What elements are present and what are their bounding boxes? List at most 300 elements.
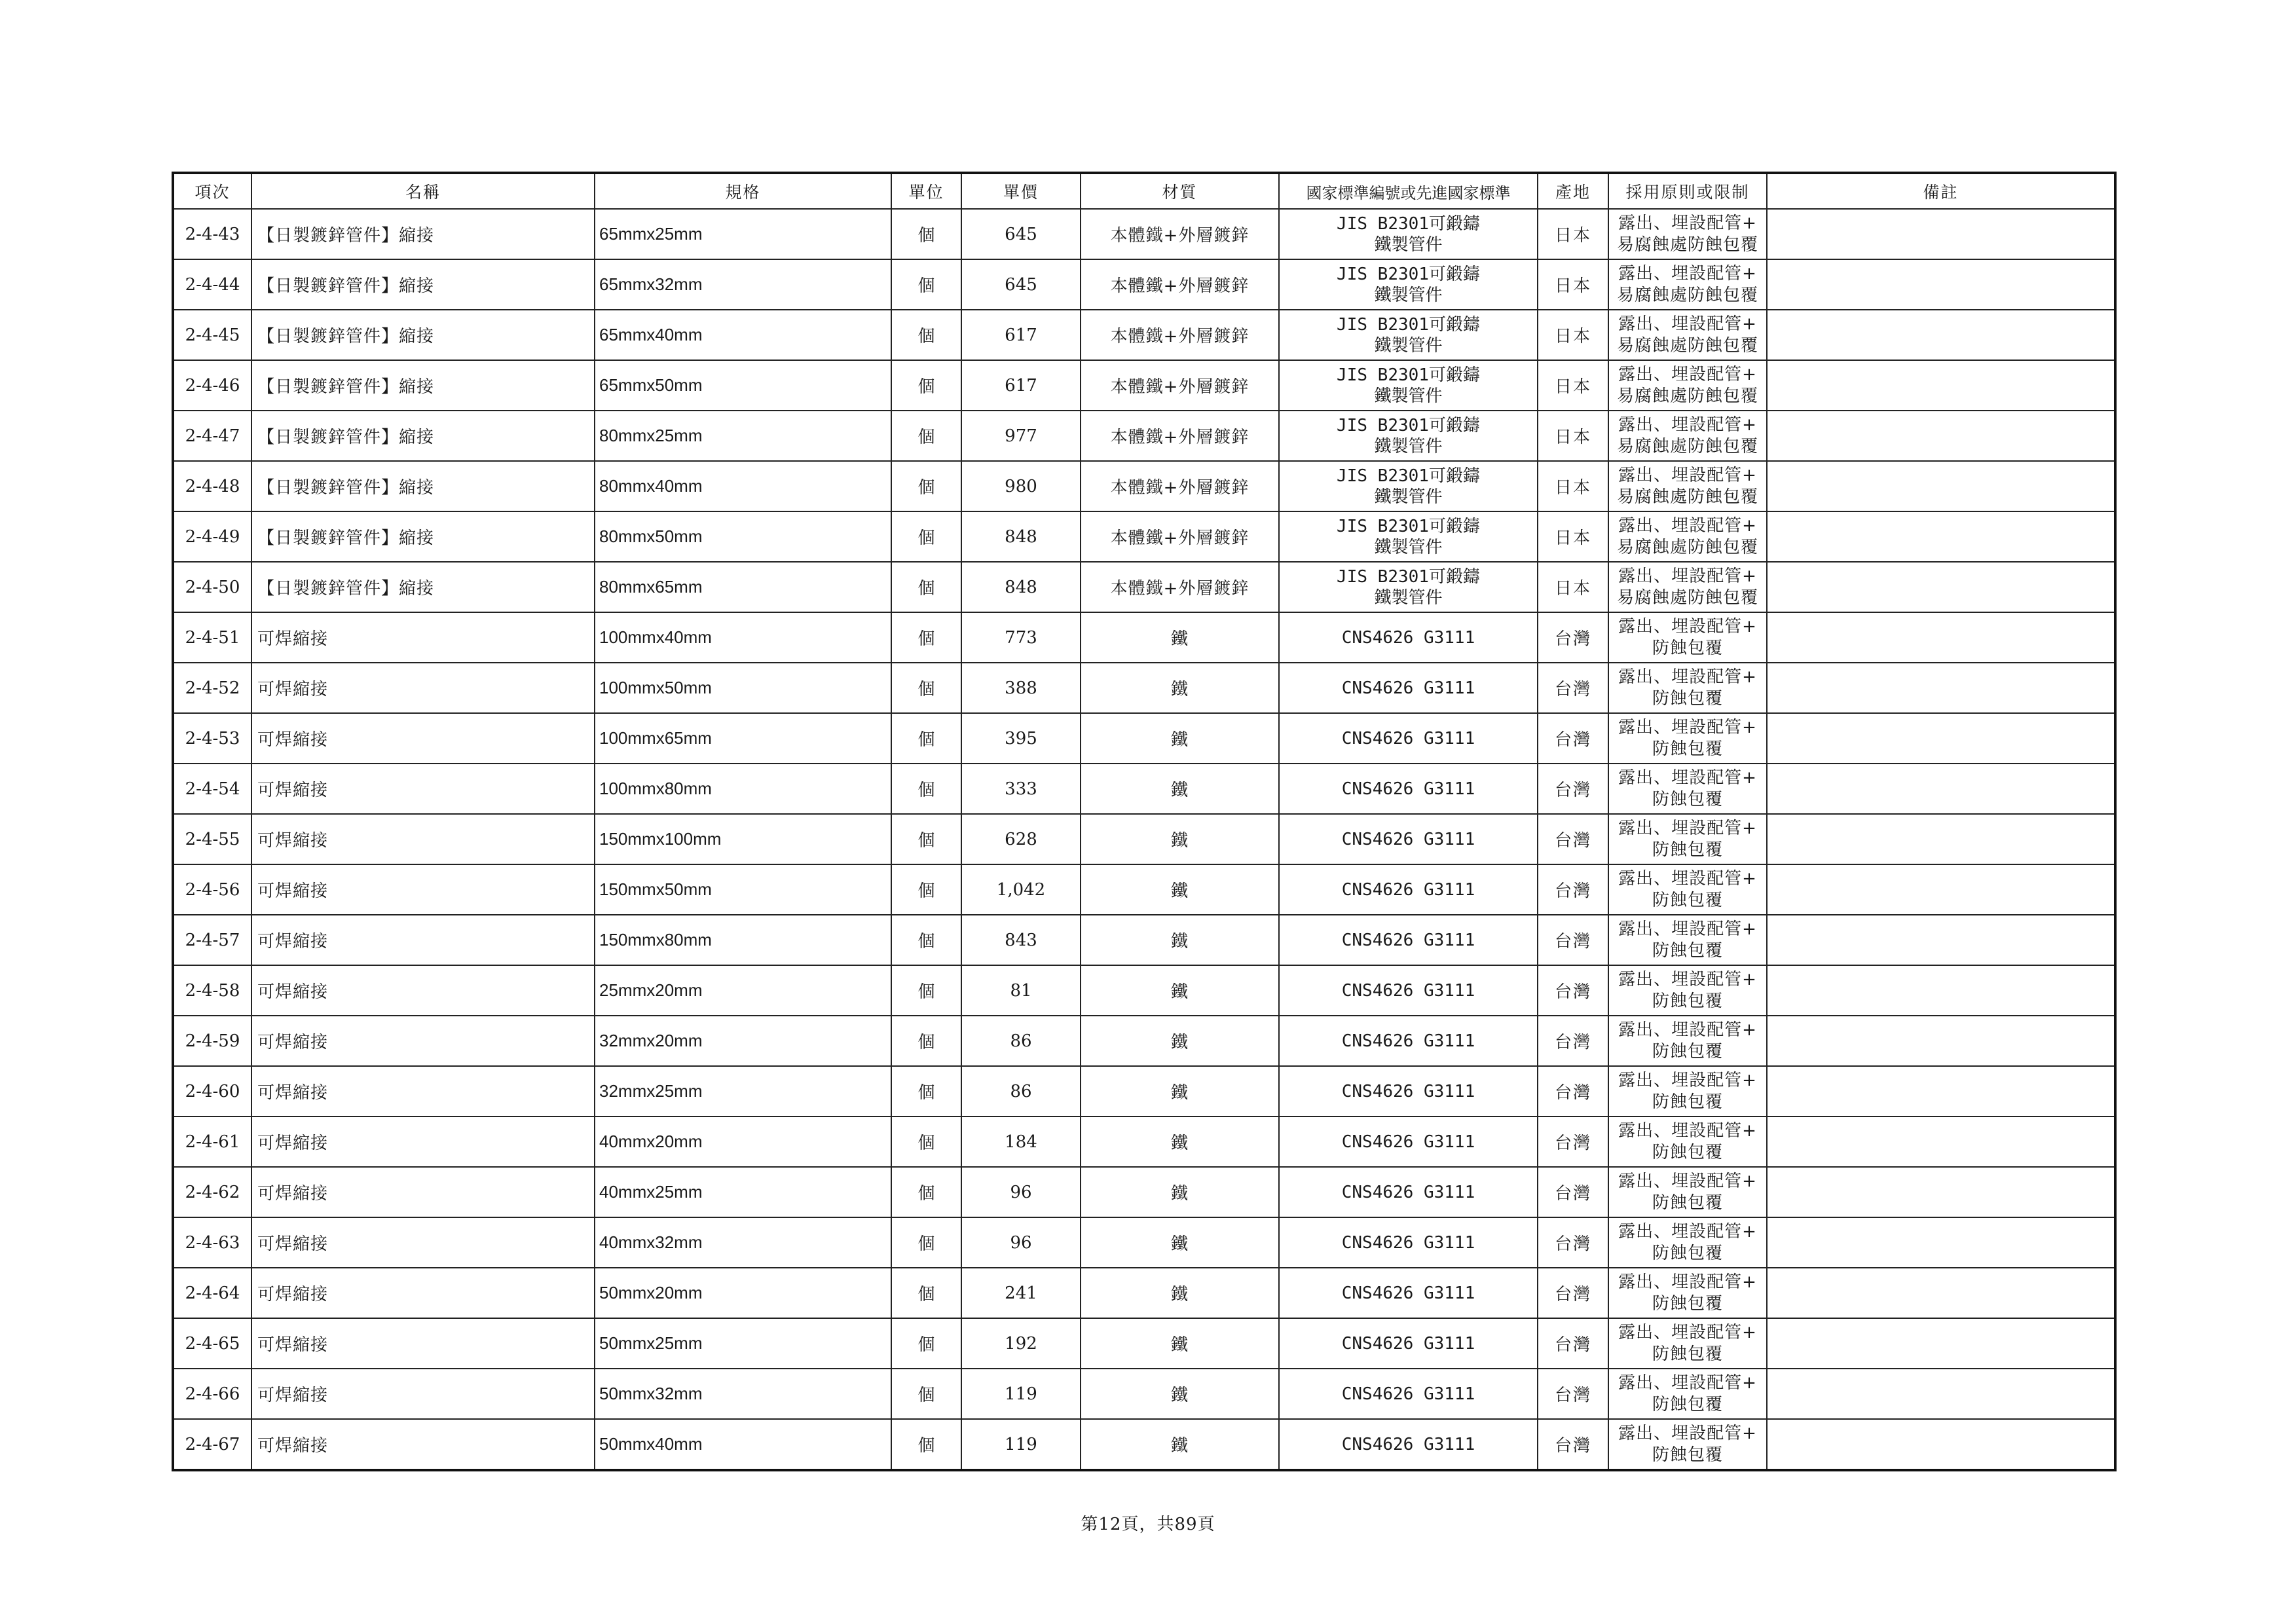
cell-standard-line-1: CNS4626 G3111 xyxy=(1341,1333,1475,1354)
cell-standard xyxy=(1279,864,1538,915)
cell-price: 96 xyxy=(961,1167,1081,1217)
cell-material: 鐵 xyxy=(1081,1167,1279,1217)
cell-material: 鐵 xyxy=(1081,1419,1279,1470)
cell-standard-line-1: CNS4626 G3111 xyxy=(1341,930,1475,950)
cell-standard-line-1: CNS4626 G3111 xyxy=(1341,1182,1475,1202)
cell-rule-line-2: 防蝕包覆 xyxy=(1652,1142,1723,1162)
cell-spec: 65mmx25mm xyxy=(595,209,891,259)
cell-item-no: 2-4-52 xyxy=(173,663,251,713)
cell-price: 192 xyxy=(961,1318,1081,1369)
cell-spec: 80mmx50mm xyxy=(595,511,891,562)
cell-material: 鐵 xyxy=(1081,764,1279,814)
table-row xyxy=(173,411,2115,461)
cell-standard xyxy=(1279,612,1538,663)
cell-rule-line-2: 防蝕包覆 xyxy=(1652,1344,1723,1364)
cell-rule xyxy=(1608,360,1767,411)
cell-standard xyxy=(1279,310,1538,360)
cell-name: 可焊縮接 xyxy=(251,1167,595,1217)
cell-unit: 個 xyxy=(891,310,961,360)
cell-name: 可焊縮接 xyxy=(251,864,595,915)
cell-standard xyxy=(1279,1318,1538,1369)
cell-item-no: 2-4-48 xyxy=(173,461,251,511)
cell-material: 本體鐵+外層鍍鋅 xyxy=(1081,209,1279,259)
cell-name: 可焊縮接 xyxy=(251,915,595,965)
cell-rule-line-1: 露出、埋設配管+ xyxy=(1618,465,1757,485)
cell-note xyxy=(1767,461,2115,511)
cell-rule-line-1: 露出、埋設配管+ xyxy=(1618,717,1757,737)
cell-rule xyxy=(1608,461,1767,511)
cell-price: 96 xyxy=(961,1217,1081,1268)
table-row xyxy=(173,1066,2115,1116)
cell-price: 184 xyxy=(961,1116,1081,1167)
cell-standard xyxy=(1279,259,1538,310)
cell-material: 鐵 xyxy=(1081,965,1279,1016)
table-row xyxy=(173,1217,2115,1268)
table-row xyxy=(173,1419,2115,1470)
cell-unit: 個 xyxy=(891,511,961,562)
cell-rule-line-2: 易腐蝕處防蝕包覆 xyxy=(1616,285,1758,305)
cell-rule xyxy=(1608,1066,1767,1116)
cell-name: 可焊縮接 xyxy=(251,1217,595,1268)
cell-note xyxy=(1767,713,2115,764)
table-row xyxy=(173,915,2115,965)
cell-unit: 個 xyxy=(891,915,961,965)
cell-unit: 個 xyxy=(891,1116,961,1167)
cell-unit: 個 xyxy=(891,259,961,310)
cell-note xyxy=(1767,310,2115,360)
cell-spec: 50mmx32mm xyxy=(595,1369,891,1419)
cell-standard-line-2: 鐵製管件 xyxy=(1374,537,1443,557)
cell-origin: 台灣 xyxy=(1538,713,1608,764)
cell-note xyxy=(1767,360,2115,411)
cell-note xyxy=(1767,814,2115,864)
cell-origin: 台灣 xyxy=(1538,1268,1608,1318)
cell-standard-line-1: JIS B2301可鍛鑄 xyxy=(1337,566,1480,587)
cell-origin: 台灣 xyxy=(1538,1066,1608,1116)
cell-name: 【日製鍍鋅管件】縮接 xyxy=(251,511,595,562)
cell-standard-line-1: CNS4626 G3111 xyxy=(1341,678,1475,698)
cell-rule xyxy=(1608,562,1767,612)
cell-name: 可焊縮接 xyxy=(251,814,595,864)
cell-spec: 32mmx25mm xyxy=(595,1066,891,1116)
table-row xyxy=(173,562,2115,612)
price-table xyxy=(172,172,2117,1471)
cell-unit: 個 xyxy=(891,814,961,864)
cell-material: 鐵 xyxy=(1081,1217,1279,1268)
cell-rule-line-1: 露出、埋設配管+ xyxy=(1618,1171,1757,1191)
cell-note xyxy=(1767,965,2115,1016)
cell-name: 【日製鍍鋅管件】縮接 xyxy=(251,310,595,360)
cell-spec: 32mmx20mm xyxy=(595,1016,891,1066)
cell-name: 可焊縮接 xyxy=(251,1066,595,1116)
cell-unit: 個 xyxy=(891,965,961,1016)
cell-spec: 50mmx20mm xyxy=(595,1268,891,1318)
cell-item-no: 2-4-56 xyxy=(173,864,251,915)
cell-rule-line-2: 防蝕包覆 xyxy=(1652,1243,1723,1263)
cell-item-no: 2-4-46 xyxy=(173,360,251,411)
cell-unit: 個 xyxy=(891,360,961,411)
cell-note xyxy=(1767,511,2115,562)
cell-standard-line-1: JIS B2301可鍛鑄 xyxy=(1337,213,1480,234)
cell-note xyxy=(1767,1167,2115,1217)
cell-rule-line-2: 防蝕包覆 xyxy=(1652,688,1723,709)
cell-standard xyxy=(1279,1167,1538,1217)
cell-rule xyxy=(1608,511,1767,562)
cell-price: 980 xyxy=(961,461,1081,511)
cell-item-no: 2-4-47 xyxy=(173,411,251,461)
cell-origin: 台灣 xyxy=(1538,965,1608,1016)
cell-spec: 25mmx20mm xyxy=(595,965,891,1016)
cell-standard-line-1: CNS4626 G3111 xyxy=(1341,1434,1475,1454)
cell-standard-line-2: 鐵製管件 xyxy=(1374,285,1443,305)
table-row xyxy=(173,1369,2115,1419)
cell-spec: 150mmx100mm xyxy=(595,814,891,864)
cell-rule xyxy=(1608,209,1767,259)
cell-name: 可焊縮接 xyxy=(251,713,595,764)
cell-rule xyxy=(1608,1419,1767,1470)
table-row xyxy=(173,965,2115,1016)
cell-spec: 80mmx25mm xyxy=(595,411,891,461)
cell-origin: 日本 xyxy=(1538,360,1608,411)
cell-origin: 台灣 xyxy=(1538,1217,1608,1268)
cell-rule-line-2: 防蝕包覆 xyxy=(1652,1445,1723,1465)
cell-rule-line-2: 防蝕包覆 xyxy=(1652,1293,1723,1314)
cell-rule-line-1: 露出、埋設配管+ xyxy=(1618,566,1757,586)
cell-unit: 個 xyxy=(891,1167,961,1217)
cell-spec: 150mmx80mm xyxy=(595,915,891,965)
cell-rule-line-2: 防蝕包覆 xyxy=(1652,1192,1723,1213)
cell-item-no: 2-4-44 xyxy=(173,259,251,310)
cell-material: 鐵 xyxy=(1081,1268,1279,1318)
cell-rule-line-1: 露出、埋設配管+ xyxy=(1618,515,1757,536)
cell-note xyxy=(1767,1369,2115,1419)
cell-origin: 日本 xyxy=(1538,511,1608,562)
cell-item-no: 2-4-55 xyxy=(173,814,251,864)
cell-material: 鐵 xyxy=(1081,864,1279,915)
cell-price: 81 xyxy=(961,965,1081,1016)
header-name: 名稱 xyxy=(251,173,595,209)
cell-material: 鐵 xyxy=(1081,713,1279,764)
cell-rule-line-2: 易腐蝕處防蝕包覆 xyxy=(1616,587,1758,608)
cell-standard xyxy=(1279,511,1538,562)
cell-rule-line-1: 露出、埋設配管+ xyxy=(1618,616,1757,637)
cell-rule xyxy=(1608,1016,1767,1066)
cell-item-no: 2-4-67 xyxy=(173,1419,251,1470)
cell-rule-line-2: 防蝕包覆 xyxy=(1652,739,1723,759)
cell-rule-line-2: 防蝕包覆 xyxy=(1652,789,1723,809)
cell-standard-line-1: CNS4626 G3111 xyxy=(1341,1081,1475,1101)
cell-material: 鐵 xyxy=(1081,1369,1279,1419)
cell-rule-line-1: 露出、埋設配管+ xyxy=(1618,919,1757,939)
cell-note xyxy=(1767,259,2115,310)
cell-rule-line-2: 防蝕包覆 xyxy=(1652,1394,1723,1414)
cell-spec: 80mmx65mm xyxy=(595,562,891,612)
cell-standard-line-1: JIS B2301可鍛鑄 xyxy=(1337,466,1480,486)
cell-rule-line-2: 易腐蝕處防蝕包覆 xyxy=(1616,335,1758,356)
cell-origin: 台灣 xyxy=(1538,1419,1608,1470)
cell-material: 鐵 xyxy=(1081,814,1279,864)
cell-rule-line-1: 露出、埋設配管+ xyxy=(1618,1322,1757,1342)
cell-rule-line-1: 露出、埋設配管+ xyxy=(1618,1423,1757,1443)
cell-origin: 日本 xyxy=(1538,259,1608,310)
cell-material: 本體鐵+外層鍍鋅 xyxy=(1081,562,1279,612)
header-origin: 產地 xyxy=(1538,173,1608,209)
cell-price: 119 xyxy=(961,1369,1081,1419)
cell-rule-line-1: 露出、埋設配管+ xyxy=(1618,263,1757,284)
cell-unit: 個 xyxy=(891,461,961,511)
cell-name: 【日製鍍鋅管件】縮接 xyxy=(251,562,595,612)
cell-price: 333 xyxy=(961,764,1081,814)
cell-standard xyxy=(1279,1419,1538,1470)
cell-rule-line-2: 防蝕包覆 xyxy=(1652,638,1723,658)
table-row xyxy=(173,1167,2115,1217)
cell-price: 645 xyxy=(961,259,1081,310)
cell-standard xyxy=(1279,1016,1538,1066)
table-body xyxy=(173,209,2115,1470)
cell-material: 本體鐵+外層鍍鋅 xyxy=(1081,310,1279,360)
cell-standard-line-1: JIS B2301可鍛鑄 xyxy=(1337,516,1480,536)
cell-note xyxy=(1767,764,2115,814)
cell-spec: 50mmx25mm xyxy=(595,1318,891,1369)
cell-rule-line-1: 露出、埋設配管+ xyxy=(1618,1120,1757,1141)
cell-name: 【日製鍍鋅管件】縮接 xyxy=(251,360,595,411)
cell-spec: 40mmx32mm xyxy=(595,1217,891,1268)
cell-rule-line-1: 露出、埋設配管+ xyxy=(1618,1272,1757,1292)
cell-standard-line-2: 鐵製管件 xyxy=(1374,234,1443,255)
cell-name: 【日製鍍鋅管件】縮接 xyxy=(251,461,595,511)
cell-item-no: 2-4-58 xyxy=(173,965,251,1016)
cell-standard-line-2: 鐵製管件 xyxy=(1374,335,1443,356)
cell-rule-line-2: 易腐蝕處防蝕包覆 xyxy=(1616,487,1758,507)
cell-price: 843 xyxy=(961,915,1081,965)
cell-unit: 個 xyxy=(891,1016,961,1066)
cell-item-no: 2-4-57 xyxy=(173,915,251,965)
cell-material: 本體鐵+外層鍍鋅 xyxy=(1081,461,1279,511)
header-price: 單價 xyxy=(961,173,1081,209)
cell-price: 86 xyxy=(961,1066,1081,1116)
cell-spec: 150mmx50mm xyxy=(595,864,891,915)
cell-spec: 100mmx50mm xyxy=(595,663,891,713)
cell-standard-line-1: CNS4626 G3111 xyxy=(1341,728,1475,748)
table-row xyxy=(173,713,2115,764)
cell-standard xyxy=(1279,814,1538,864)
cell-price: 773 xyxy=(961,612,1081,663)
cell-item-no: 2-4-54 xyxy=(173,764,251,814)
cell-item-no: 2-4-60 xyxy=(173,1066,251,1116)
cell-item-no: 2-4-45 xyxy=(173,310,251,360)
cell-price: 119 xyxy=(961,1419,1081,1470)
cell-standard-line-1: JIS B2301可鍛鑄 xyxy=(1337,264,1480,284)
cell-standard xyxy=(1279,713,1538,764)
cell-rule-line-2: 易腐蝕處防蝕包覆 xyxy=(1616,436,1758,456)
cell-spec: 65mmx32mm xyxy=(595,259,891,310)
cell-standard xyxy=(1279,663,1538,713)
cell-rule-line-1: 露出、埋設配管+ xyxy=(1618,1020,1757,1040)
cell-rule-line-2: 易腐蝕處防蝕包覆 xyxy=(1616,386,1758,406)
cell-rule xyxy=(1608,411,1767,461)
cell-rule-line-1: 露出、埋設配管+ xyxy=(1618,969,1757,989)
cell-unit: 個 xyxy=(891,1268,961,1318)
cell-name: 可焊縮接 xyxy=(251,1268,595,1318)
cell-item-no: 2-4-64 xyxy=(173,1268,251,1318)
header-unit: 單位 xyxy=(891,173,961,209)
cell-note xyxy=(1767,1268,2115,1318)
cell-price: 645 xyxy=(961,209,1081,259)
cell-item-no: 2-4-59 xyxy=(173,1016,251,1066)
cell-spec: 65mmx50mm xyxy=(595,360,891,411)
cell-unit: 個 xyxy=(891,764,961,814)
header-standard: 國家標準編號或先進國家標準 xyxy=(1279,173,1538,209)
cell-note xyxy=(1767,663,2115,713)
header-note: 備註 xyxy=(1767,173,2115,209)
cell-item-no: 2-4-49 xyxy=(173,511,251,562)
cell-price: 395 xyxy=(961,713,1081,764)
cell-standard xyxy=(1279,965,1538,1016)
table-row xyxy=(173,209,2115,259)
cell-note xyxy=(1767,915,2115,965)
header-material: 材質 xyxy=(1081,173,1279,209)
cell-name: 【日製鍍鋅管件】縮接 xyxy=(251,411,595,461)
cell-material: 鐵 xyxy=(1081,1066,1279,1116)
cell-spec: 100mmx80mm xyxy=(595,764,891,814)
cell-name: 【日製鍍鋅管件】縮接 xyxy=(251,259,595,310)
table-row xyxy=(173,511,2115,562)
cell-origin: 台灣 xyxy=(1538,814,1608,864)
cell-rule xyxy=(1608,1268,1767,1318)
table-row xyxy=(173,310,2115,360)
cell-unit: 個 xyxy=(891,1419,961,1470)
cell-rule-line-1: 露出、埋設配管+ xyxy=(1618,818,1757,838)
cell-rule xyxy=(1608,1369,1767,1419)
cell-note xyxy=(1767,209,2115,259)
cell-rule xyxy=(1608,1167,1767,1217)
cell-name: 可焊縮接 xyxy=(251,612,595,663)
cell-rule-line-1: 露出、埋設配管+ xyxy=(1618,415,1757,435)
cell-origin: 日本 xyxy=(1538,310,1608,360)
cell-price: 848 xyxy=(961,511,1081,562)
cell-spec: 100mmx40mm xyxy=(595,612,891,663)
cell-price: 1,042 xyxy=(961,864,1081,915)
cell-origin: 日本 xyxy=(1538,562,1608,612)
cell-standard-line-1: CNS4626 G3111 xyxy=(1341,1132,1475,1152)
cell-item-no: 2-4-50 xyxy=(173,562,251,612)
cell-rule xyxy=(1608,663,1767,713)
cell-item-no: 2-4-66 xyxy=(173,1369,251,1419)
cell-standard-line-1: JIS B2301可鍛鑄 xyxy=(1337,415,1480,435)
table-row xyxy=(173,1318,2115,1369)
cell-item-no: 2-4-65 xyxy=(173,1318,251,1369)
cell-price: 628 xyxy=(961,814,1081,864)
cell-standard xyxy=(1279,360,1538,411)
table-header-row xyxy=(173,173,2115,209)
cell-rule-line-1: 露出、埋設配管+ xyxy=(1618,767,1757,788)
cell-name: 【日製鍍鋅管件】縮接 xyxy=(251,209,595,259)
cell-price: 241 xyxy=(961,1268,1081,1318)
cell-origin: 台灣 xyxy=(1538,915,1608,965)
cell-rule-line-2: 防蝕包覆 xyxy=(1652,1041,1723,1061)
cell-unit: 個 xyxy=(891,562,961,612)
table-row xyxy=(173,814,2115,864)
cell-rule xyxy=(1608,713,1767,764)
cell-unit: 個 xyxy=(891,663,961,713)
cell-item-no: 2-4-63 xyxy=(173,1217,251,1268)
cell-rule xyxy=(1608,612,1767,663)
cell-rule xyxy=(1608,1217,1767,1268)
cell-standard-line-1: CNS4626 G3111 xyxy=(1341,1384,1475,1404)
cell-rule-line-1: 露出、埋設配管+ xyxy=(1618,667,1757,687)
header-no: 項次 xyxy=(173,173,251,209)
cell-spec: 80mmx40mm xyxy=(595,461,891,511)
table-row xyxy=(173,1268,2115,1318)
cell-spec: 100mmx65mm xyxy=(595,713,891,764)
cell-rule-line-1: 露出、埋設配管+ xyxy=(1618,1373,1757,1393)
cell-item-no: 2-4-53 xyxy=(173,713,251,764)
cell-standard xyxy=(1279,764,1538,814)
cell-rule-line-1: 露出、埋設配管+ xyxy=(1618,364,1757,384)
cell-standard-line-1: CNS4626 G3111 xyxy=(1341,1232,1475,1253)
cell-item-no: 2-4-62 xyxy=(173,1167,251,1217)
cell-standard-line-1: CNS4626 G3111 xyxy=(1341,1031,1475,1051)
cell-rule-line-1: 露出、埋設配管+ xyxy=(1618,213,1757,233)
cell-rule xyxy=(1608,1116,1767,1167)
cell-rule xyxy=(1608,915,1767,965)
cell-note xyxy=(1767,1116,2115,1167)
cell-rule-line-2: 防蝕包覆 xyxy=(1652,840,1723,860)
cell-standard-line-1: CNS4626 G3111 xyxy=(1341,829,1475,849)
cell-rule xyxy=(1608,764,1767,814)
cell-name: 可焊縮接 xyxy=(251,1016,595,1066)
cell-price: 617 xyxy=(961,310,1081,360)
cell-origin: 台灣 xyxy=(1538,612,1608,663)
header-spec: 規格 xyxy=(595,173,891,209)
cell-standard-line-1: CNS4626 G3111 xyxy=(1341,980,1475,1001)
cell-note xyxy=(1767,1217,2115,1268)
cell-origin: 台灣 xyxy=(1538,864,1608,915)
cell-price: 977 xyxy=(961,411,1081,461)
cell-price: 617 xyxy=(961,360,1081,411)
cell-standard xyxy=(1279,1268,1538,1318)
cell-unit: 個 xyxy=(891,1217,961,1268)
cell-price: 388 xyxy=(961,663,1081,713)
cell-standard xyxy=(1279,209,1538,259)
cell-standard xyxy=(1279,1369,1538,1419)
cell-standard xyxy=(1279,562,1538,612)
cell-standard-line-1: CNS4626 G3111 xyxy=(1341,879,1475,900)
cell-price: 848 xyxy=(961,562,1081,612)
cell-standard-line-1: CNS4626 G3111 xyxy=(1341,779,1475,799)
page-number: 第12頁，共89頁 xyxy=(1081,1515,1215,1534)
table-row xyxy=(173,1116,2115,1167)
cell-note xyxy=(1767,411,2115,461)
cell-name: 可焊縮接 xyxy=(251,965,595,1016)
cell-rule-line-1: 露出、埋設配管+ xyxy=(1618,868,1757,889)
cell-origin: 台灣 xyxy=(1538,1318,1608,1369)
cell-unit: 個 xyxy=(891,209,961,259)
cell-name: 可焊縮接 xyxy=(251,1419,595,1470)
cell-standard-line-1: JIS B2301可鍛鑄 xyxy=(1337,365,1480,385)
cell-material: 鐵 xyxy=(1081,915,1279,965)
cell-material: 本體鐵+外層鍍鋅 xyxy=(1081,360,1279,411)
cell-name: 可焊縮接 xyxy=(251,663,595,713)
cell-note xyxy=(1767,864,2115,915)
cell-unit: 個 xyxy=(891,1066,961,1116)
cell-standard xyxy=(1279,461,1538,511)
cell-rule-line-1: 露出、埋設配管+ xyxy=(1618,1070,1757,1090)
table-row xyxy=(173,764,2115,814)
cell-spec: 40mmx25mm xyxy=(595,1167,891,1217)
cell-unit: 個 xyxy=(891,713,961,764)
cell-price: 86 xyxy=(961,1016,1081,1066)
